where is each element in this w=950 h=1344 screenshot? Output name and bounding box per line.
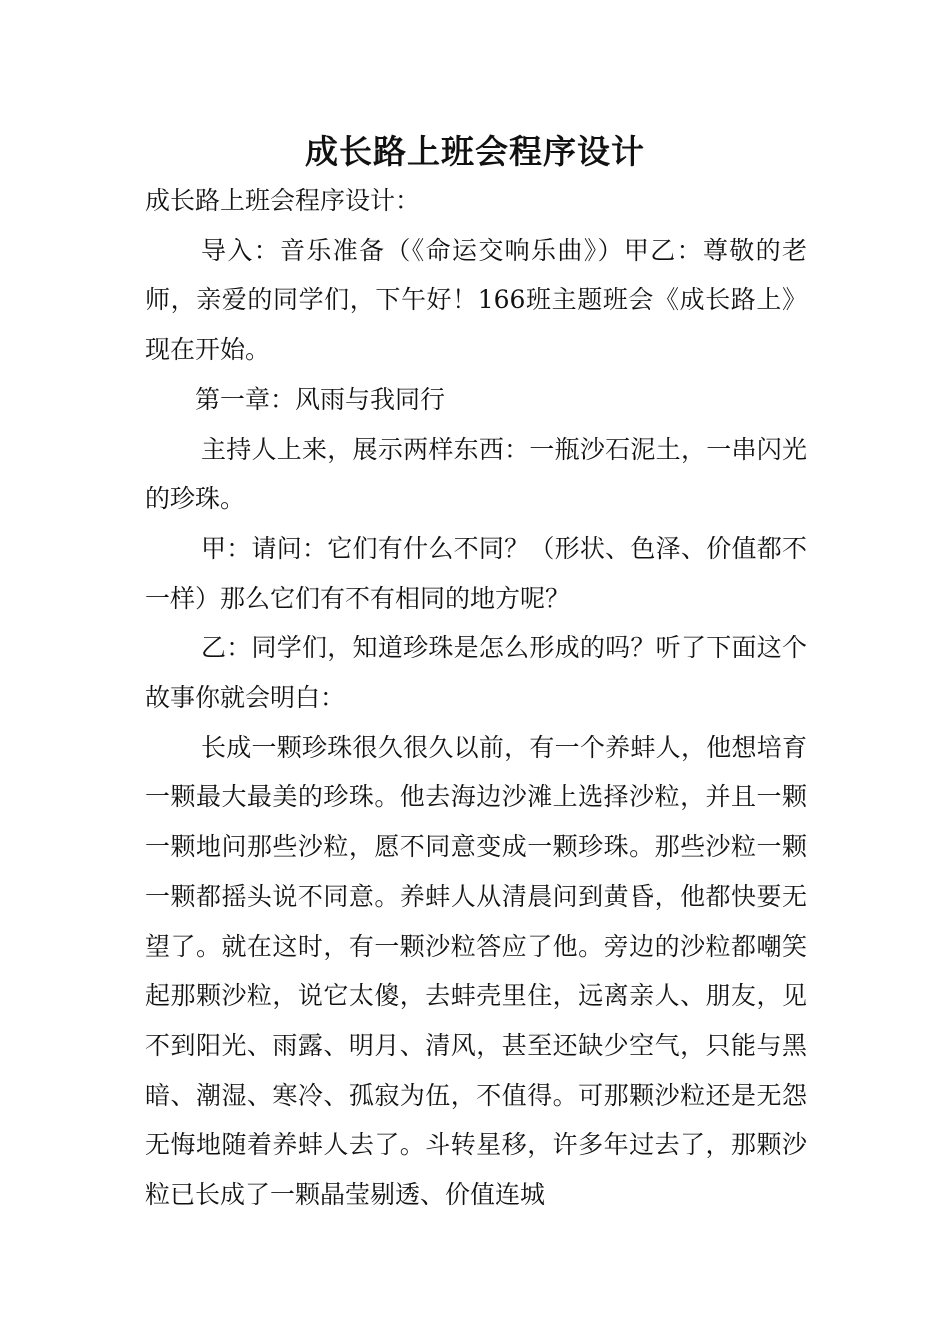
document-body (145, 176, 807, 1220)
paragraph-chapter-one: 第一章：风雨与我同行 (195, 384, 446, 414)
paragraph-question-b: 乙：同学们，知道珍珠是怎么形成的吗？听了下面这个故事你就会明白： (145, 633, 807, 713)
paragraph-question-a: 甲：请问：它们有什么不同？（形状、色泽、价值都不一样）那么它们有不有相同的地方呢？ (145, 533, 807, 613)
paragraph-heading-line: 成长路上班会程序设计： (145, 186, 421, 215)
paragraph-intro: 导入：音乐准备（《命运交响乐曲》）甲乙：尊敬的老师，亲爱的同学们，下午好！166班主题班会《成长路上》现在开始。 (145, 235, 807, 365)
paragraph-pearl-story: 长成一颗珍珠很久很久以前，有一个养蚌人，他想培育一颗最大最美的珍珠。他去海边沙滩上选择沙粒，并且一颗一颗地问那些沙粒，愿不同意变成一颗珍珠。那些沙粒一颗一颗都摇头说不同意。养蚌人从清晨问到黄昏，他都快要无望了。就在这时，有一颗沙粒答应了他。旁边的沙粒都嘲笑起那颗沙粒，说它太傻，去蚌壳里住，远离亲人、朋友，见不到阳光、雨露、明月、清风，甚至还缺少空气，只能与黑暗、潮湿、寒冷、孤寂为伍，不值得。可那颗沙粒还是无怨无悔地随着养蚌人去了。斗转星移，许多年过去了，那颗沙粒已长成了一颗晶莹剔透、价值连城 (145, 732, 807, 1210)
document-title: 成长路上班会程序设计 (305, 132, 645, 171)
paragraph-host-display: 主持人上来，展示两样东西：一瓶沙石泥土，一串闪光的珍珠。 (145, 434, 807, 514)
